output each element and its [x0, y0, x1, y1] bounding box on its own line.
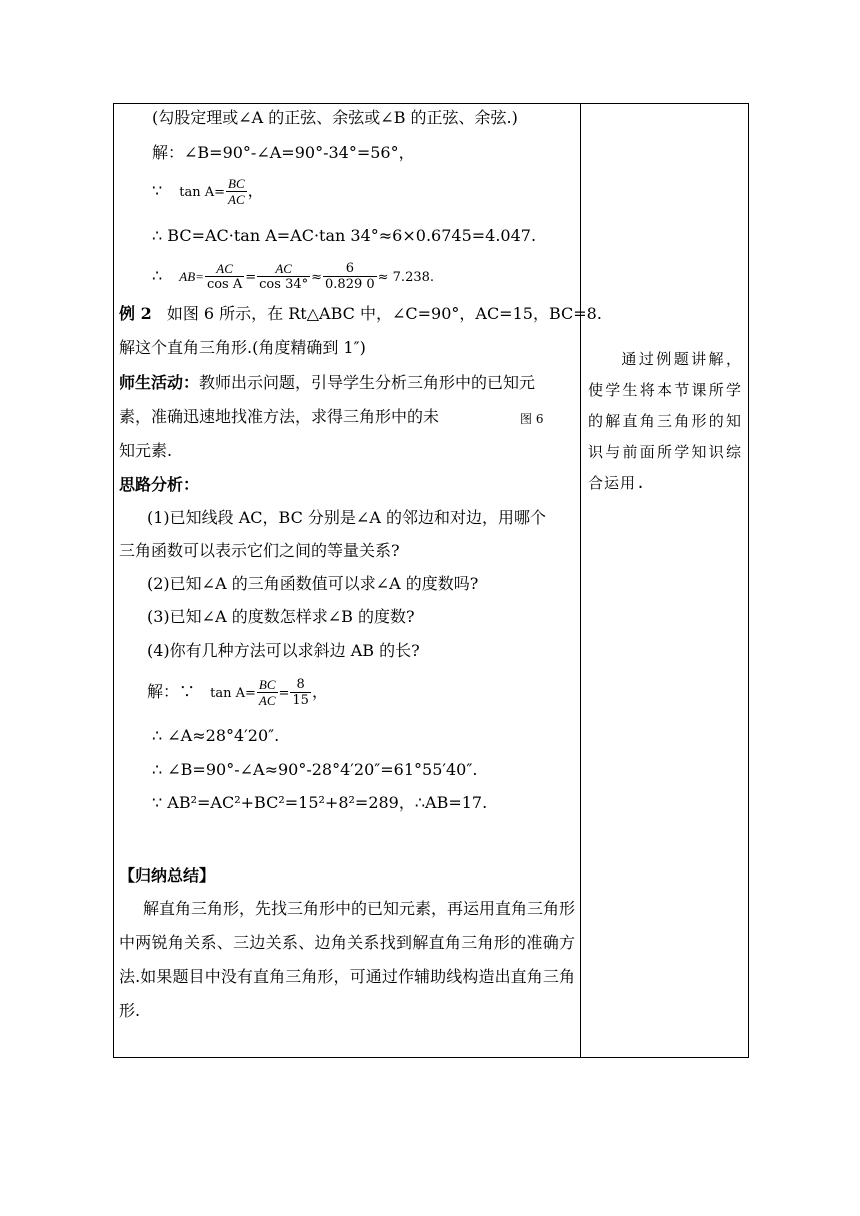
- question-2: (2)已知∠A 的三角函数值可以求∠A 的度数吗?: [147, 574, 479, 593]
- ab-lhs: AB=: [179, 269, 204, 284]
- summary-text: 解直角三角形，先找三角形中的已知元素，再运用直角三角形中两锐角关系、三边关系、边角关系找到解直角三角形的准确方法.如果题目中没有直角三角形，可通过作辅助线构造出直角三角形.: [119, 899, 576, 1020]
- approx-sign: ≈: [311, 270, 323, 285]
- example-2-text-continued: 解这个直角三角形.(角度精确到 1″): [119, 338, 366, 357]
- line-ab-value: [152, 258, 434, 296]
- line-hint: (勾股定理或∠A 的正弦、余弦或∠B 的正弦、余弦.): [152, 108, 518, 127]
- solution-angle-b: ∴ ∠B=90°-∠A≈90°-28°4′20″=61°55′40″.: [152, 760, 478, 779]
- fraction-numerator: BC: [258, 677, 276, 692]
- activity-label: 师生活动：: [119, 373, 200, 392]
- fraction-6-over-0829: [323, 261, 377, 292]
- question-3: (3)已知∠A 的度数怎样求∠B 的度数?: [147, 607, 415, 626]
- approx-result: ≈ 7.238.: [377, 270, 435, 285]
- equals-sign: =: [278, 686, 290, 701]
- fraction-bc-over-ac: [257, 677, 278, 708]
- example-2-text: 如图 6 所示，在 Rt△ABC 中，∠C=90°，AC=15，BC=8.: [166, 304, 602, 323]
- summary-paragraph: [119, 892, 575, 1028]
- fraction-8-over-15: [290, 677, 311, 708]
- solution-angle-a: ∴ ∠A≈28°4′20″.: [152, 726, 280, 745]
- teaching-note: [588, 344, 742, 499]
- fraction-denominator: cos 34°: [259, 277, 309, 292]
- therefore-symbol: ∴: [152, 266, 163, 285]
- activity-text-2: 素，准确迅速地找准方法，求得三角形中的未: [119, 407, 440, 426]
- fraction-denominator: AC: [258, 693, 276, 708]
- solution-ab-length: ∵ AB²=AC²+BC²=15²+8²=289，∴AB=17.: [152, 793, 488, 812]
- activity-line: [119, 373, 535, 393]
- because-symbol: ∵: [152, 181, 163, 200]
- fraction-ac-over-cos-a: [205, 261, 244, 292]
- fraction-denominator: AC: [228, 192, 245, 207]
- comma: ，: [311, 682, 328, 701]
- line-tan-a: [152, 173, 264, 211]
- fraction-numerator: 8: [290, 677, 311, 693]
- equals-sign: =: [245, 270, 257, 285]
- question-1-continued: 三角函数可以表示它们之间的等量关系?: [119, 541, 400, 560]
- teaching-note-text: 通过例题讲解，使学生将本节课所学的解直角三角形的知识与前面所学知识综合运用.: [588, 350, 742, 492]
- fraction-denominator: 0.829 0: [325, 277, 375, 292]
- figure-6-label: 图 6: [520, 412, 544, 426]
- fraction-numerator: 6: [323, 261, 377, 277]
- summary-title: 【归纳总结】: [119, 866, 216, 885]
- question-1: (1)已知线段 AC，BC 分别是∠A 的邻边和对边，用哪个: [147, 508, 546, 527]
- fraction-numerator: BC: [228, 176, 245, 191]
- fraction-denominator: cos A: [206, 277, 243, 292]
- tan-a-lhs: tan A=: [210, 686, 256, 701]
- solution-tan-a: [147, 674, 328, 712]
- fraction-numerator: AC: [205, 261, 244, 277]
- solution-prefix: 解：∵: [147, 682, 196, 701]
- column-divider: [580, 103, 581, 1058]
- activity-text: 教师出示问题，引导学生分析三角形中的已知元: [199, 373, 536, 392]
- fraction-numerator: AC: [257, 261, 310, 277]
- comma: ，: [247, 181, 264, 200]
- example-2-line: [119, 304, 602, 324]
- line-bc-value: ∴ BC=AC·tan A=AC·tan 34°≈6×0.6745=4.047.: [152, 226, 537, 245]
- example-2-label: 例 2: [119, 304, 152, 323]
- line-angle-b: 解：∠B=90°-∠A=90°-34°=56°，: [152, 143, 415, 162]
- activity-text-3: 知元素.: [119, 441, 173, 460]
- fraction-bc-over-ac: [226, 176, 247, 207]
- analysis-label: 思路分析：: [119, 475, 200, 494]
- fraction-denominator: 15: [292, 693, 309, 708]
- question-4: (4)你有几种方法可以求斜边 AB 的长?: [147, 641, 420, 660]
- tan-a-lhs: tan A=: [179, 185, 226, 200]
- fraction-ac-over-cos-34: [257, 261, 310, 292]
